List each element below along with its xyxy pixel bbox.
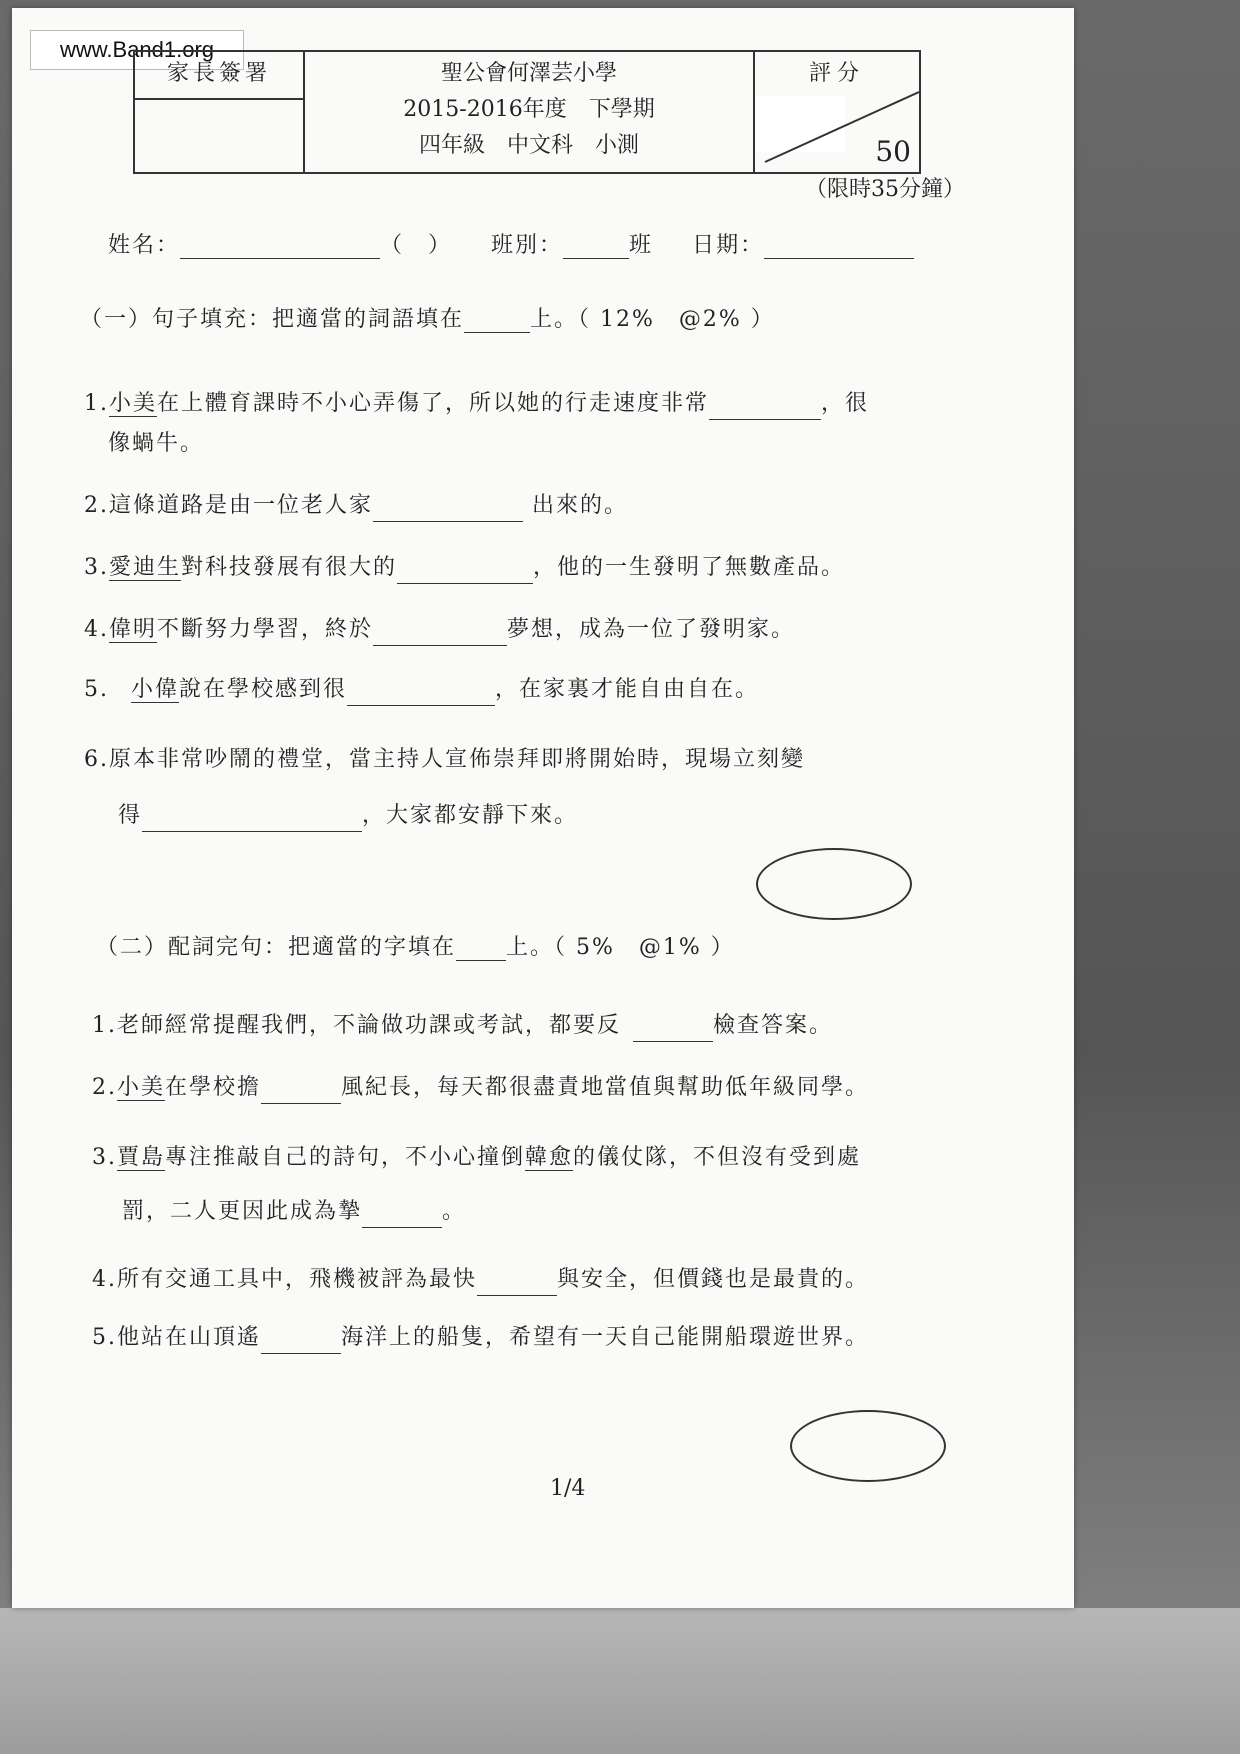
q-text: 老師經常提醒我們，不論做功課或考試，都要反 bbox=[117, 1013, 622, 1038]
q-text: 不斷努力學習，終於 bbox=[157, 617, 374, 642]
s1-question-1 bbox=[84, 388, 869, 420]
answer-blank[interactable] bbox=[347, 683, 495, 706]
year-term: 2015-2016年度 下學期 bbox=[403, 97, 655, 122]
s2-question-3-line2 bbox=[122, 1196, 466, 1228]
q-text: ，大家都安靜下來。 bbox=[362, 803, 579, 828]
section2-title-prefix: （二）配詞完句：把適當的字填在 bbox=[96, 935, 457, 960]
q-text: 專注推敲自己的詩句，不小心撞倒 bbox=[165, 1145, 526, 1170]
q-number: 4. bbox=[84, 617, 109, 642]
q-text: 。 bbox=[442, 1199, 467, 1224]
score-label: 評分 bbox=[808, 61, 865, 86]
section1-title-blank bbox=[464, 310, 530, 333]
s1-question-6 bbox=[84, 744, 805, 776]
school-name: 聖公會何澤芸小學 bbox=[440, 61, 617, 86]
student-info-line bbox=[108, 228, 914, 259]
answer-blank[interactable] bbox=[373, 623, 507, 646]
q-text: 風紀長，每天都很盡責地當值與幫助低年級同學。 bbox=[341, 1075, 870, 1100]
q-text: 在上體育課時不小心弄傷了，所以她的行走速度非常 bbox=[157, 391, 710, 416]
answer-blank[interactable] bbox=[709, 397, 821, 420]
q-number: 3. bbox=[92, 1145, 117, 1170]
proper-name: 偉明 bbox=[109, 617, 158, 642]
section2-title-blank bbox=[456, 938, 506, 961]
s1-question-1-line2: 像蝸牛。 bbox=[108, 431, 205, 456]
answer-blank[interactable] bbox=[261, 1081, 341, 1104]
watermark-label: www.Band1.org bbox=[30, 30, 244, 70]
s2-question-2 bbox=[92, 1072, 869, 1104]
class-number-paren: （ ） bbox=[380, 233, 453, 258]
proper-name: 小美 bbox=[109, 391, 158, 416]
s2-question-5 bbox=[92, 1322, 869, 1354]
q-text: 夢想，成為一位了發明家。 bbox=[507, 617, 796, 642]
q-number: 1. bbox=[92, 1013, 117, 1038]
q-text: ，很 bbox=[821, 391, 870, 416]
q-text: ，在家裏才能自由自在。 bbox=[495, 677, 760, 702]
class-label: 班別： bbox=[491, 233, 564, 258]
s1-question-2 bbox=[84, 490, 628, 522]
answer-blank[interactable] bbox=[397, 561, 533, 584]
proper-name: 愛迪生 bbox=[109, 555, 182, 580]
q-number: 5. bbox=[84, 677, 109, 702]
q-text: 在學校擔 bbox=[165, 1075, 262, 1100]
section2-score-oval bbox=[790, 1410, 946, 1482]
class-blank[interactable] bbox=[563, 236, 629, 259]
name-blank[interactable] bbox=[180, 236, 380, 259]
class-suffix: 班 bbox=[629, 233, 654, 258]
q-text: 罰，二人更因此成為摯 bbox=[122, 1199, 363, 1224]
q-text: 這條道路是由一位老人家 bbox=[109, 493, 374, 518]
q-number: 2. bbox=[92, 1075, 117, 1100]
q-number: 2. bbox=[84, 493, 109, 518]
q-number: 5. bbox=[92, 1325, 117, 1350]
section2-title-suffix: 上。（ 5% @1% ） bbox=[506, 935, 735, 960]
proper-name: 韓愈 bbox=[525, 1145, 574, 1170]
scanner-bed bbox=[0, 1608, 1240, 1754]
section1-title bbox=[80, 302, 775, 333]
q-text: 說在學校感到很 bbox=[179, 677, 348, 702]
q-number: 3. bbox=[84, 555, 109, 580]
header-table bbox=[133, 50, 921, 174]
answer-blank[interactable] bbox=[362, 1205, 442, 1228]
parent-signature-label: 家長簽署 bbox=[135, 52, 303, 100]
section1-title-suffix: 上。（ 12% @2% ） bbox=[530, 307, 775, 332]
q-number: 4. bbox=[92, 1267, 117, 1292]
answer-blank[interactable] bbox=[373, 499, 523, 522]
q-text: 海洋上的船隻，希望有一天自己能開船環遊世界。 bbox=[341, 1325, 870, 1350]
time-limit: （限時35分鐘） bbox=[805, 177, 965, 202]
q-text: 得 bbox=[118, 803, 143, 828]
q-text: ，他的一生發明了無數產品。 bbox=[533, 555, 846, 580]
proper-name: 小美 bbox=[117, 1075, 166, 1100]
answer-blank[interactable] bbox=[477, 1273, 557, 1296]
s2-question-3 bbox=[92, 1142, 861, 1174]
name-label: 姓名： bbox=[108, 233, 181, 258]
section1-title-prefix: （一）句子填充：把適當的詞語填在 bbox=[80, 307, 465, 332]
answer-blank[interactable] bbox=[633, 1019, 713, 1042]
score-cell bbox=[755, 52, 919, 172]
q-text: 與安全，但價錢也是最貴的。 bbox=[557, 1267, 870, 1292]
answer-blank[interactable] bbox=[261, 1331, 341, 1354]
school-info-cell bbox=[305, 52, 755, 172]
section1-score-oval bbox=[756, 848, 912, 920]
q-number: 1. bbox=[84, 391, 109, 416]
s1-question-3 bbox=[84, 552, 845, 584]
proper-name: 小偉 bbox=[131, 677, 180, 702]
q-number: 6. bbox=[84, 747, 109, 772]
q-text: 檢查答案。 bbox=[713, 1013, 834, 1038]
q-text: 出來的。 bbox=[523, 493, 629, 518]
grade-subject: 四年級 中文科 小測 bbox=[418, 133, 639, 158]
s1-question-4 bbox=[84, 614, 795, 646]
s1-question-5 bbox=[84, 674, 759, 706]
q-text: 他站在山頂遙 bbox=[117, 1325, 262, 1350]
s2-question-4 bbox=[92, 1264, 869, 1296]
s1-question-6-line2 bbox=[118, 800, 578, 832]
answer-blank[interactable] bbox=[142, 809, 362, 832]
q-text: 所有交通工具中，飛機被評為最快 bbox=[117, 1267, 478, 1292]
q-text: 原本非常吵鬧的禮堂，當主持人宣佈崇拜即將開始時，現場立刻變 bbox=[109, 747, 806, 772]
q-text: 的儀仗隊，不但沒有受到處 bbox=[573, 1145, 862, 1170]
section2-title bbox=[96, 930, 735, 961]
parent-signature-cell bbox=[135, 52, 305, 172]
s2-question-1 bbox=[92, 1010, 833, 1042]
proper-name: 賈島 bbox=[117, 1145, 166, 1170]
date-label: 日期： bbox=[692, 233, 765, 258]
date-blank[interactable] bbox=[764, 236, 914, 259]
page-number: 1/4 bbox=[550, 1476, 586, 1501]
q-text: 對科技發展有很大的 bbox=[181, 555, 398, 580]
score-total: 50 bbox=[875, 135, 911, 168]
